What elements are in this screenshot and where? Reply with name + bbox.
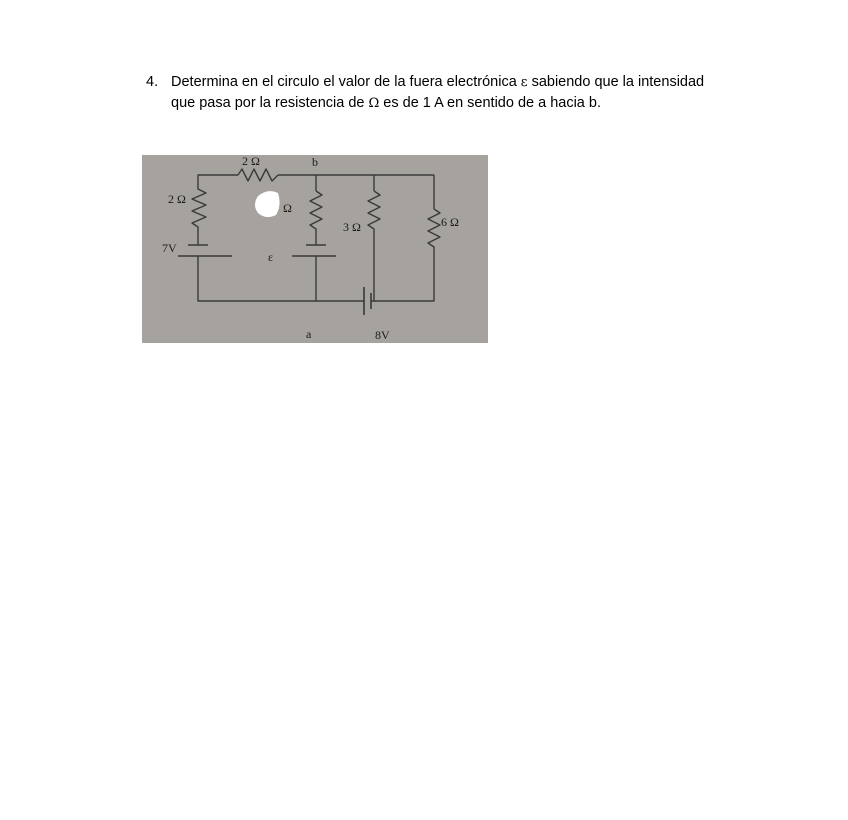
label-epsilon: ε — [268, 250, 274, 264]
label-7v: 7V — [162, 241, 177, 255]
epsilon-symbol: ε — [520, 75, 528, 90]
label-6-ohm: 6 Ω — [441, 215, 459, 229]
question-line-2-start: que pasa por la resistencia de — [171, 95, 369, 111]
label-middle-resistor: Ω — [283, 201, 292, 215]
omega-symbol: Ω — [368, 96, 380, 111]
label-left-resistor: 2 Ω — [168, 192, 186, 206]
question-number: 4. — [146, 74, 159, 90]
question-line-1 — [171, 72, 741, 93]
label-node-a: a — [306, 327, 312, 341]
label-top-resistor: 2 Ω — [242, 155, 260, 168]
question-text — [171, 72, 741, 114]
question-line-1-start: Determina en el circulo el valor de la fuera electrónica — [171, 74, 521, 90]
label-3-ohm: 3 Ω — [343, 220, 361, 234]
question-line-2-end: es de 1 A en sentido de a hacia b. — [379, 95, 601, 111]
label-8v: 8V — [375, 328, 390, 342]
question-line-1-end: sabiendo que la intensidad — [527, 74, 705, 90]
label-node-b: b — [312, 155, 318, 169]
circuit-photo — [142, 155, 488, 343]
circuit-diagram — [142, 155, 488, 343]
circuit-background — [142, 155, 488, 343]
question-line-2 — [171, 93, 741, 114]
